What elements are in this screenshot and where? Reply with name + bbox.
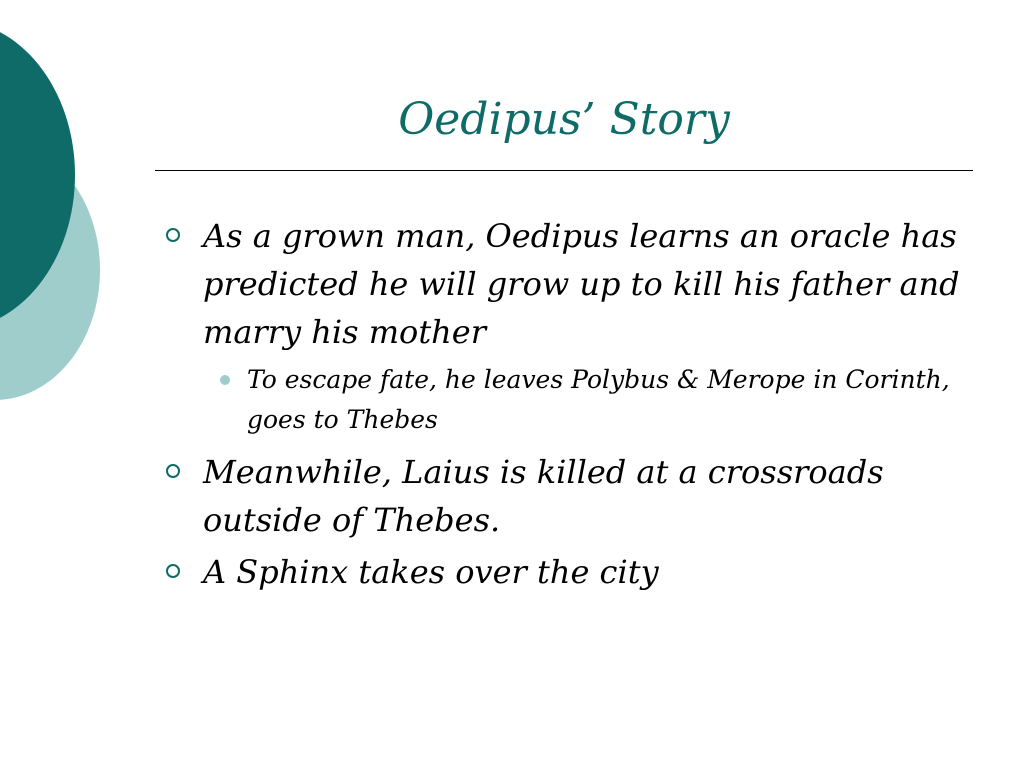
ring-bullet-icon xyxy=(166,564,180,578)
slide-title: Oedipus’ Story xyxy=(398,94,730,145)
bullet-text: Meanwhile, Laius is killed at a crossroads outside of Thebes. xyxy=(203,453,884,539)
ring-bullet-icon xyxy=(166,228,180,242)
dot-bullet-icon xyxy=(220,375,230,385)
bullet-text: As a grown man, Oedipus learns an oracle has predicted he will grow up to kill his father and marry his mother xyxy=(203,217,960,351)
bullet-text: A Sphinx takes over the city xyxy=(203,553,659,591)
ring-bullet-icon xyxy=(166,464,180,478)
title-divider xyxy=(155,170,973,171)
sub-bullet-text: To escape fate, he leaves Polybus & Merope in Corinth, goes to Thebes xyxy=(247,365,950,434)
bullet-item xyxy=(160,448,970,544)
bullet-list xyxy=(160,212,970,600)
sub-bullet-item xyxy=(160,360,970,440)
bullet-item xyxy=(160,548,970,596)
bullet-item xyxy=(160,212,970,356)
